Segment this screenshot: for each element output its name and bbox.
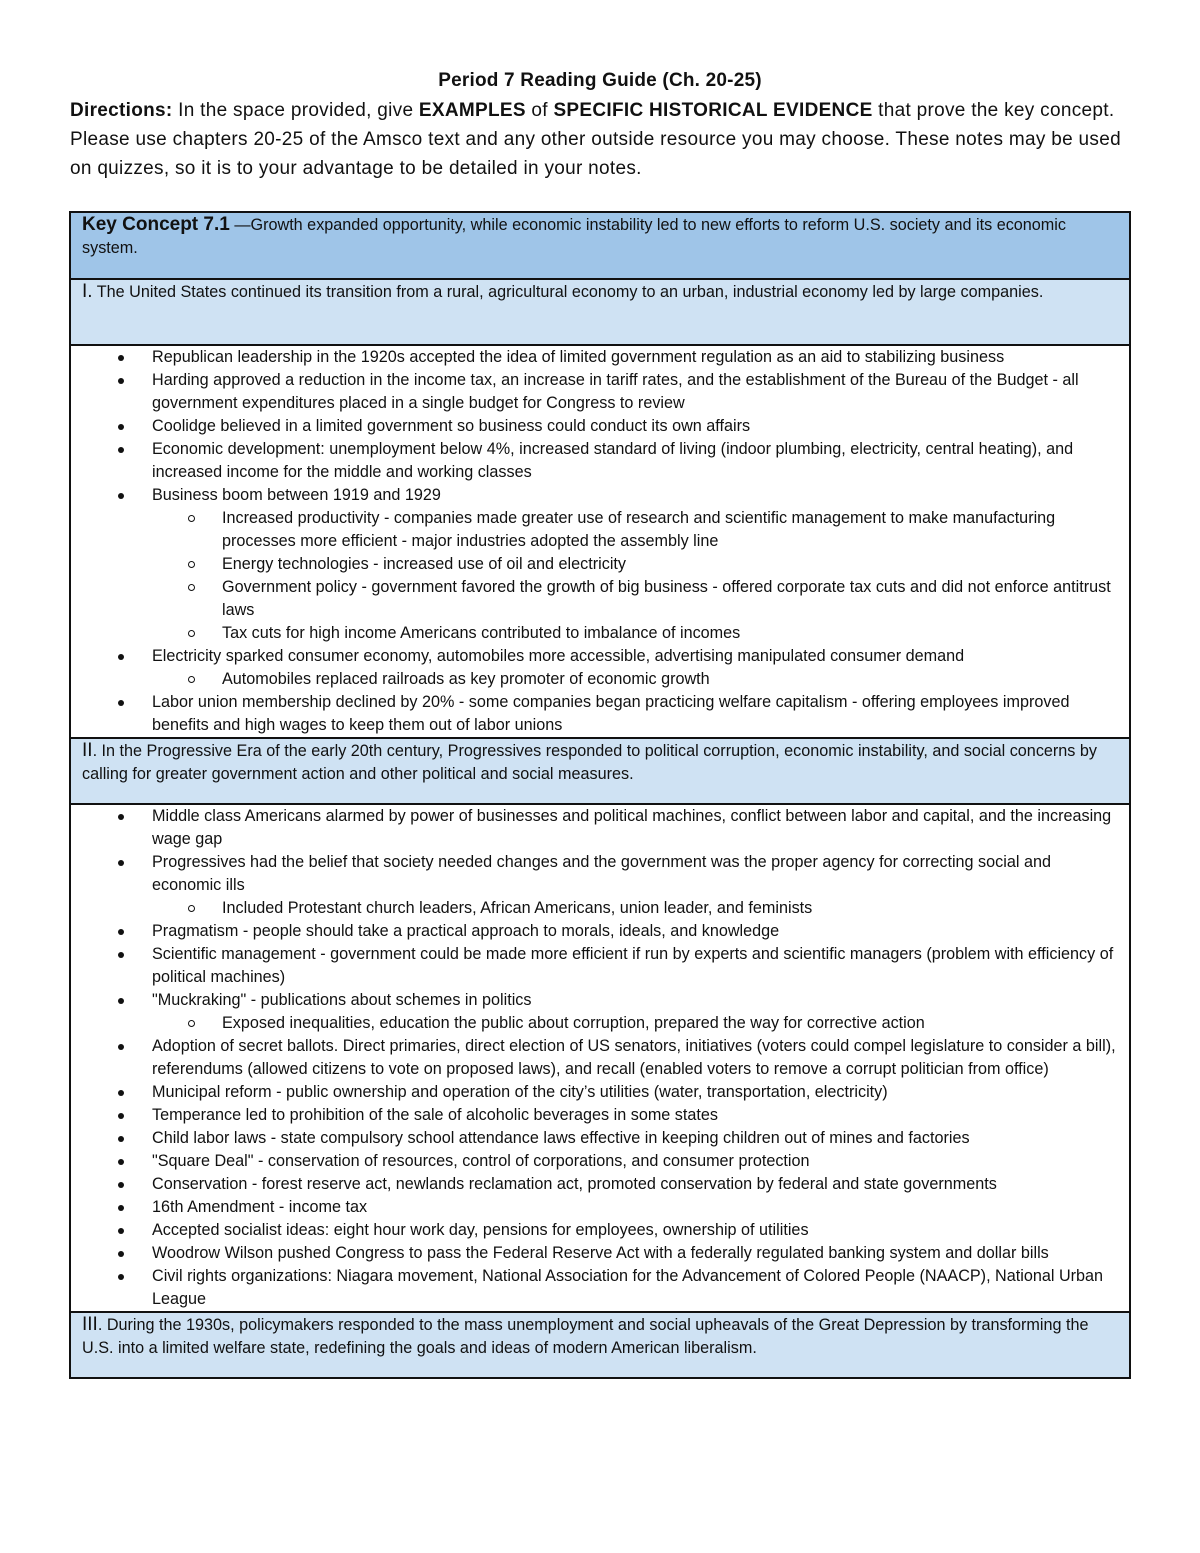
- bullet-item: [152, 691, 1119, 737]
- bullet-text: "Square Deal" - conservation of resources, control of corporations, and consumer protection: [152, 1152, 810, 1170]
- section-1-notes-row: [70, 345, 1130, 738]
- bullet-text: Business boom between 1919 and 1929: [152, 486, 441, 504]
- bullet-item: [152, 346, 1119, 369]
- section-2-bullet-list: [82, 805, 1119, 1311]
- bullet-text: Adoption of secret ballots. Direct primaries, direct election of US senators, initiatives (voters could compel legislature to consider a bill), referendums (allowed citizens to vote on proposed laws), and recall (enabled voters to remove a corrupt politician from office): [152, 1037, 1116, 1078]
- bullet-text: Middle class Americans alarmed by power of businesses and political machines, conflict between labor and capital, and the increasing wage gap: [152, 807, 1112, 848]
- section-2-text: . In the Progressive Era of the early 20th century, Progressives responded to political corruption, economic instability, and social concerns by calling for greater government action and other political and social measures.: [82, 742, 1097, 783]
- section-1-header-row: [70, 279, 1130, 345]
- section-1-number: I.: [82, 281, 93, 302]
- sub-bullet-item: Increased productivity - companies made greater use of research and scientific management to make manufacturing processes more efficient - major industries adopted the assembly line: [222, 507, 1119, 553]
- reading-guide-table: [69, 211, 1131, 1379]
- key-concept-text: —Growth expanded opportunity, while economic instability led to new efforts to reform U.S. society and its economic system.: [82, 216, 1066, 257]
- directions-emphasis-evidence: SPECIFIC HISTORICAL EVIDENCE: [553, 100, 873, 121]
- section-2-number: II: [82, 740, 93, 761]
- section-1-notes[interactable]: [70, 345, 1130, 738]
- bullet-text: Economic development: unemployment below 4%, increased standard of living (indoor plumbing, electricity, central heating), and increased income for the middle and working classes: [152, 440, 1074, 481]
- section-2-header-row: [70, 738, 1130, 804]
- sub-bullet-list: [152, 507, 1119, 645]
- bullet-text: Labor union membership declined by 20% - some companies began practicing welfare capitalism - offering employees improved benefits and high wages to keep them out of labor unions: [152, 693, 1070, 734]
- bullet-item: [152, 1127, 1119, 1150]
- section-2-header: [70, 738, 1130, 804]
- bullet-text: Civil rights organizations: Niagara movement, National Association for the Advancement of Colored People (NAACP), National Urban League: [152, 1267, 1104, 1308]
- section-3-header: [70, 1312, 1130, 1378]
- bullet-item: [152, 1173, 1119, 1196]
- bullet-text: "Muckraking" - publications about schemes in politics: [152, 991, 532, 1009]
- bullet-item: [152, 851, 1119, 920]
- bullet-item: [152, 1196, 1119, 1219]
- bullet-text: 16th Amendment - income tax: [152, 1198, 368, 1216]
- bullet-item: [152, 438, 1119, 484]
- bullet-text: Progressives had the belief that society needed changes and the government was the proper agency for correcting social and economic ills: [152, 853, 1051, 894]
- bullet-item: [152, 1265, 1119, 1311]
- bullet-text: Woodrow Wilson pushed Congress to pass the Federal Reserve Act with a federally regulated banking system and dollar bills: [152, 1244, 1049, 1262]
- bullet-text: Coolidge believed in a limited government so business could conduct its own affairs: [152, 417, 751, 435]
- bullet-text: Republican leadership in the 1920s accepted the idea of limited government regulation as an aid to stabilizing business: [152, 348, 1005, 366]
- sub-bullet-item: Energy technologies - increased use of oil and electricity: [222, 553, 1119, 576]
- sub-bullet-list: [152, 668, 1119, 691]
- section-1-header: [70, 279, 1130, 345]
- section-1-bullet-list: [82, 346, 1119, 737]
- section-3-text: . During the 1930s, policymakers responded to the mass unemployment and social upheavals of the Great Depression by transforming the U.S. into a limited welfare state, redefining the goals and ideas of modern American liberalism.: [82, 1316, 1089, 1357]
- directions-text: of: [525, 100, 554, 121]
- bullet-item: [152, 1242, 1119, 1265]
- section-1-text: The United States continued its transition from a rural, agricultural economy to an urban, industrial economy led by large companies.: [92, 283, 1044, 301]
- key-concept-cell: [70, 212, 1130, 279]
- sub-bullet-item: Government policy - government favored the growth of big business - offered corporate tax cuts and did not enforce antitrust laws: [222, 576, 1119, 622]
- bullet-text: Conservation - forest reserve act, newlands reclamation act, promoted conservation by federal and state governments: [152, 1175, 997, 1193]
- bullet-item: [152, 369, 1119, 415]
- bullet-item: [152, 415, 1119, 438]
- bullet-item: [152, 1219, 1119, 1242]
- bullet-item: [152, 805, 1119, 851]
- bullet-text: Pragmatism - people should take a practical approach to morals, ideals, and knowledge: [152, 922, 780, 940]
- bullet-item: [152, 1150, 1119, 1173]
- bullet-item: [152, 1104, 1119, 1127]
- bullet-item: [152, 1035, 1119, 1081]
- bullet-text: Municipal reform - public ownership and operation of the city’s utilities (water, transportation, electricity): [152, 1083, 888, 1101]
- bullet-text: Harding approved a reduction in the income tax, an increase in tariff rates, and the establishment of the Bureau of the Budget - all government expenditures placed in a single budget for Congress to review: [152, 371, 1079, 412]
- bullet-text: Temperance led to prohibition of the sale of alcoholic beverages in some states: [152, 1106, 718, 1124]
- bullet-item: [152, 943, 1119, 989]
- bullet-item: [152, 645, 1119, 691]
- section-2-notes-row: [70, 804, 1130, 1312]
- bullet-text: Accepted socialist ideas: eight hour work day, pensions for employees, ownership of utilities: [152, 1221, 809, 1239]
- key-concept-label: Key Concept 7.1: [82, 214, 230, 235]
- section-3-number: III: [82, 1314, 98, 1335]
- directions: [70, 96, 1140, 183]
- sub-bullet-item: Tax cuts for high income Americans contributed to imbalance of incomes: [222, 622, 1119, 645]
- sub-bullet-list: [152, 1012, 1119, 1035]
- bullet-item: [152, 920, 1119, 943]
- bullet-item: [152, 1081, 1119, 1104]
- directions-text: In the space provided, give: [172, 100, 419, 121]
- bullet-item: [152, 484, 1119, 645]
- section-3-header-row: [70, 1312, 1130, 1378]
- page-title: Period 7 Reading Guide (Ch. 20-25): [438, 70, 762, 91]
- sub-bullet-item: Automobiles replaced railroads as key promoter of economic growth: [222, 668, 1119, 691]
- sub-bullet-item: Included Protestant church leaders, African Americans, union leader, and feminists: [222, 897, 1119, 920]
- sub-bullet-list: [152, 897, 1119, 920]
- directions-text: that prove the key concept. Please use chapters 20-25 of the Amsco text and any other outside resource you may choose. These notes may be used on quizzes, so it is to your advantage to be detailed in your notes.: [70, 100, 1121, 179]
- directions-emphasis-examples: EXAMPLES: [418, 100, 526, 121]
- key-concept-row: [70, 212, 1130, 279]
- bullet-text: Child labor laws - state compulsory school attendance laws effective in keeping children out of mines and factories: [152, 1129, 970, 1147]
- directions-label: Directions:: [70, 100, 173, 121]
- bullet-item: [152, 989, 1119, 1035]
- section-2-notes[interactable]: [70, 804, 1130, 1312]
- bullet-text: Electricity sparked consumer economy, automobiles more accessible, advertising manipulated consumer demand: [152, 647, 965, 665]
- bullet-text: Scientific management - government could be made more efficient if run by experts and scientific managers (problem with efficiency of political machines): [152, 945, 1114, 986]
- sub-bullet-item: Exposed inequalities, education the public about corruption, prepared the way for corrective action: [222, 1012, 1119, 1035]
